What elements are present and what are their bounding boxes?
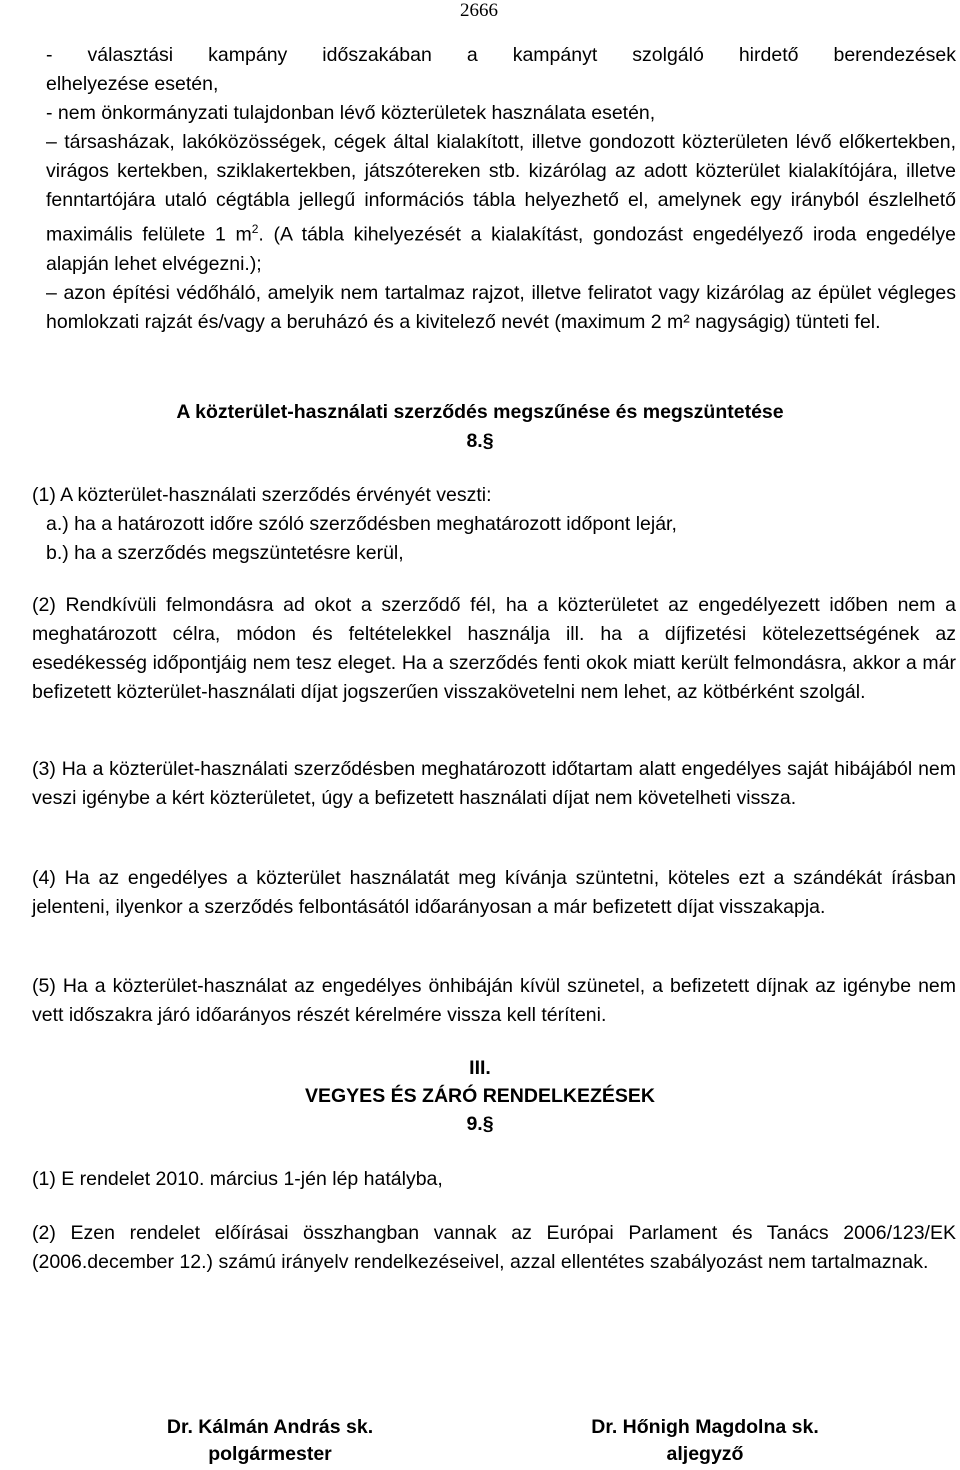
s8-p5: (5) Ha a közterület-használat az engedélyes önhibáján kívül szünetel, a befizetett díjnak az igénybe nem vett időszakra járó időarányos részét kérelmére vissza kell téríteni. [32,975,956,1026]
signature-right-name: Dr. Hőnigh Magdolna sk. [591,1416,819,1438]
s9-p1: (1) E rendelet 2010. március 1-jén lép hatályba, [32,1168,443,1190]
section-8-p1 [32,481,956,568]
signature-left-title: polgármester [208,1443,332,1465]
s9-p2: (2) Ezen rendelet előírásai összhangban vannak az Európai Parlament és Tanács 2006/123/EK (2006.december 12.) számú irányelv rendelkezéseivel, azzal ellentétes szabályozást nem tartalmaznak. [32,1222,956,1273]
s8-p2: (2) Rendkívüli felmondásra ad okot a szerződő fél, ha a közterületet az engedélyezett időben nem a meghatározott célra, módon és feltételekkel használja ill. ha a díjfizetési kötelezettségének az esedékesség időpontjáig nem tesz eleget. Ha a szerződés fenti okok miatt került felmondásra, akkor a már befizetett közterület-használati díjat jogszerűen visszakövetelni nem lehet, az kötbérként szolgál. [32,594,956,703]
section-9-number: 9.§ [466,1113,494,1135]
bullet-1-text: – társasházak, lakóközösségek, cégek által kialakított, illetve gondozott közterületen lévő előkertekben, virágos kertekben, sziklakertekben, játszótereken stb. kizárólag az adott közterület kialakítójára, illetve fenntartójára utaló cégtábla jellegű információs tábla helyezhető el, amelynek egy irányból észlelhető maximális felülete 1 m [46,131,956,246]
s8-p4: (4) Ha az engedélyes a közterület használatát meg kívánja szüntetni, köteles ezt a szándékát írásban jelenteni, ilyenkor a szerződés felbontásától időarányosan a már befizetett díjat visszakapja. [32,867,956,918]
bullet-1-end: . (A tábla kihelyezését a kialakítást, gondozást engedélyező iroda engedélye alapján lehet elvégezni.); [46,223,956,275]
bullet-1-sup: 2 [251,222,259,236]
signature-right-title: aljegyző [666,1443,744,1465]
signature-left [120,1414,420,1468]
page-number: 2666 [460,0,498,21]
bullet-1 [46,128,956,279]
s8-p1-a: a.) ha a határozott időre szóló szerződésben meghatározott időpont lejár, [46,513,677,535]
s8-p3: (3) Ha a közterület-használati szerződésben meghatározott időtartam alatt engedélyes saját hibájából nem veszi igénybe a kért közterületet, úgy a befizetett használati díjat nem követelheti vissza. [32,758,956,809]
s8-p1-lead: (1) A közterület-használati szerződés érvényét veszti: [32,484,492,506]
signature-right [540,1414,870,1468]
section-8-title: A közterület-használati szerződés megszűnése és megszüntetése [176,401,784,423]
signature-left-name: Dr. Kálmán András sk. [166,1416,374,1438]
intro-section [46,41,956,337]
intro-line-3: - nem önkormányzati tulajdonban lévő közterületek használata esetén, [46,102,656,124]
part-3-roman: III. [469,1057,491,1079]
part-3-title: VEGYES ÉS ZÁRÓ RENDELKEZÉSEK [305,1085,655,1107]
section-8-number: 8.§ [466,430,494,452]
bullet-2: – azon építési védőháló, amelyik nem tartalmaz rajzot, illetve feliratot vagy kizárólag az épület végleges homlokzati rajzát és/vagy a beruházó és a kivitelező nevét (maximum 2 m² nagyságig) tünteti fel. [46,281,956,333]
s8-p1-b: b.) ha a szerződés megszüntetésre kerül, [46,542,404,564]
intro-line-1: - választási kampány időszakában a kampányt szolgáló hirdető berendezések [46,44,956,66]
intro-line-2: elhelyezése esetén, [46,73,219,95]
